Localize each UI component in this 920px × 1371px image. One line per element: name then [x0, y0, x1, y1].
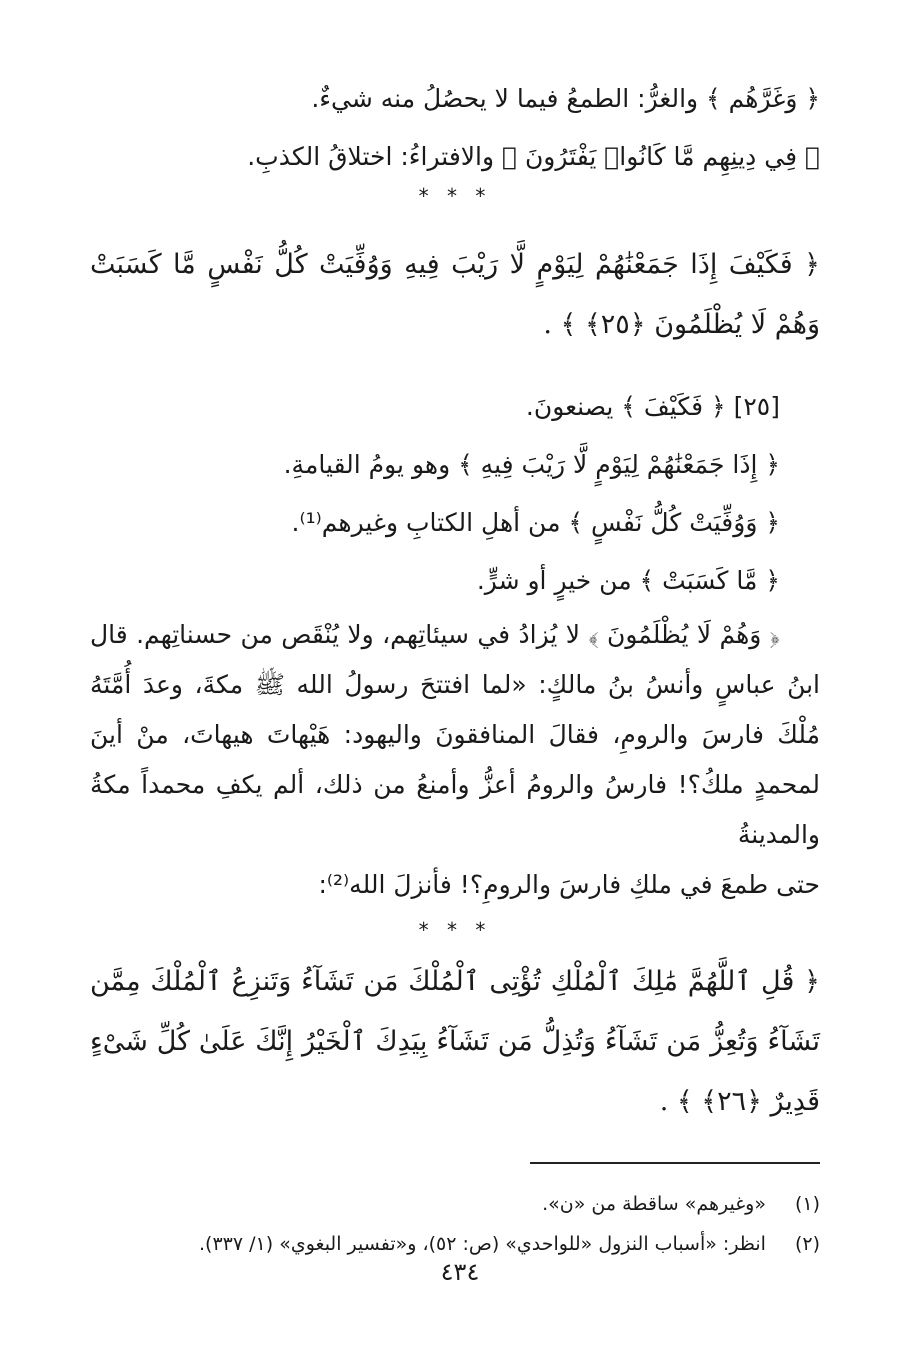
commentary-line: ﴿ مَّا كَسَبَتْ ﴾ من خيرٍ أو شرٍّ.	[476, 566, 780, 595]
footnote	[90, 1184, 820, 1224]
page-number: ٤٣٤	[440, 1258, 480, 1286]
quran-verse-26: ﴿ قُلِ ٱللَّهُمَّ مَٰلِكَ ٱلْمُلْكِ تُؤْتِى ٱلْمُلْكَ مَن تَشَآءُ وَتَنزِعُ ٱلْمُلْكَ مِمَّن تَشَآءُ وَتُعِزُّ مَن تَشَآءُ وَتُذِلُّ مَن تَشَآءُ بِيَدِكَ ٱلْخَيْرُ إِنَّكَ عَلَىٰ كُلِّ شَىْءٍ قَدِيرٌ ﴿٢٦﴾ ﴾ .	[90, 966, 820, 1117]
section-separator: * * *	[418, 918, 492, 942]
footnote-number: (١)	[794, 1193, 820, 1215]
commentary-line: [٢٥] ﴿ فَكَيْفَ ﴾ يصنعونَ.	[525, 392, 780, 421]
footnote-number: (٢)	[794, 1233, 820, 1255]
text-line: ﴿ فِي دِينِهِم مَّا كَانُوا۟ يَفْتَرُونَ ﴾ والافتراءُ: اختلاقُ الكذبِ.	[247, 142, 820, 171]
page-body	[90, 80, 820, 1264]
footnote-text: «وغيرهم» ساقطة من «ن».	[542, 1193, 766, 1215]
commentary-line: ﴿ وَوُفِّيَتْ كُلُّ نَفْسٍ ﴾ من أهلِ الكتابِ وغيرهم⁽¹⁾.	[291, 508, 780, 537]
main-paragraph: ﴿ وَهُمْ لَا يُظْلَمُونَ ﴾ لا يُزادُ في سيئاتِهم، ولا يُنْقَص من حسناتِهم. قال ابنُ عباسٍ وأنسُ بنُ مالكٍ: «لما افتتحَ رسولُ الله ﷺ مكةَ، وعدَ أُمَّتَهُ مُلْكَ فارسَ والرومِ، فقالَ المنافقونَ واليهود: هَيْهاتَ هيهاتَ، منْ أينَ لمحمدٍ ملكُ؟! فارسُ والرومُ أعزُّ وأمنعُ من ذلك، ألم يكفِ محمداً مكةُ والمدينةُ	[90, 620, 820, 849]
commentary-line: ﴿ إِذَا جَمَعْنَٰهُمْ لِيَوْمٍ لَّا رَيْبَ فِيهِ ﴾ وهو يومُ القيامةِ.	[283, 450, 780, 479]
section-separator: * * *	[418, 184, 492, 208]
footnote-text: انظر: «أسباب النزول «للواحدي» (ص: ٥٢)، و«تفسير البغوي» (١/ ٣٣٧).	[199, 1233, 766, 1255]
text-line: ﴿ وَغَرَّهُم ﴾ والغرُّ: الطمعُ فيما لا يحصُلُ منه شيءٌ.	[311, 84, 820, 113]
footnote-divider	[530, 1162, 820, 1164]
main-paragraph-end: حتى طمعَ في ملكِ فارسَ والرومِ؟! فأنزلَ الله⁽²⁾:	[318, 870, 820, 899]
quran-verse-25: ﴿ فَكَيْفَ إِذَا جَمَعْنَٰهُمْ لِيَوْمٍ لَّا رَيْبَ فِيهِ وَوُفِّيَتْ كُلُّ نَفْسٍ مَّا كَسَبَتْ وَهُمْ لَا يُظْلَمُونَ ﴿٢٥﴾ ﴾ .	[90, 249, 820, 340]
